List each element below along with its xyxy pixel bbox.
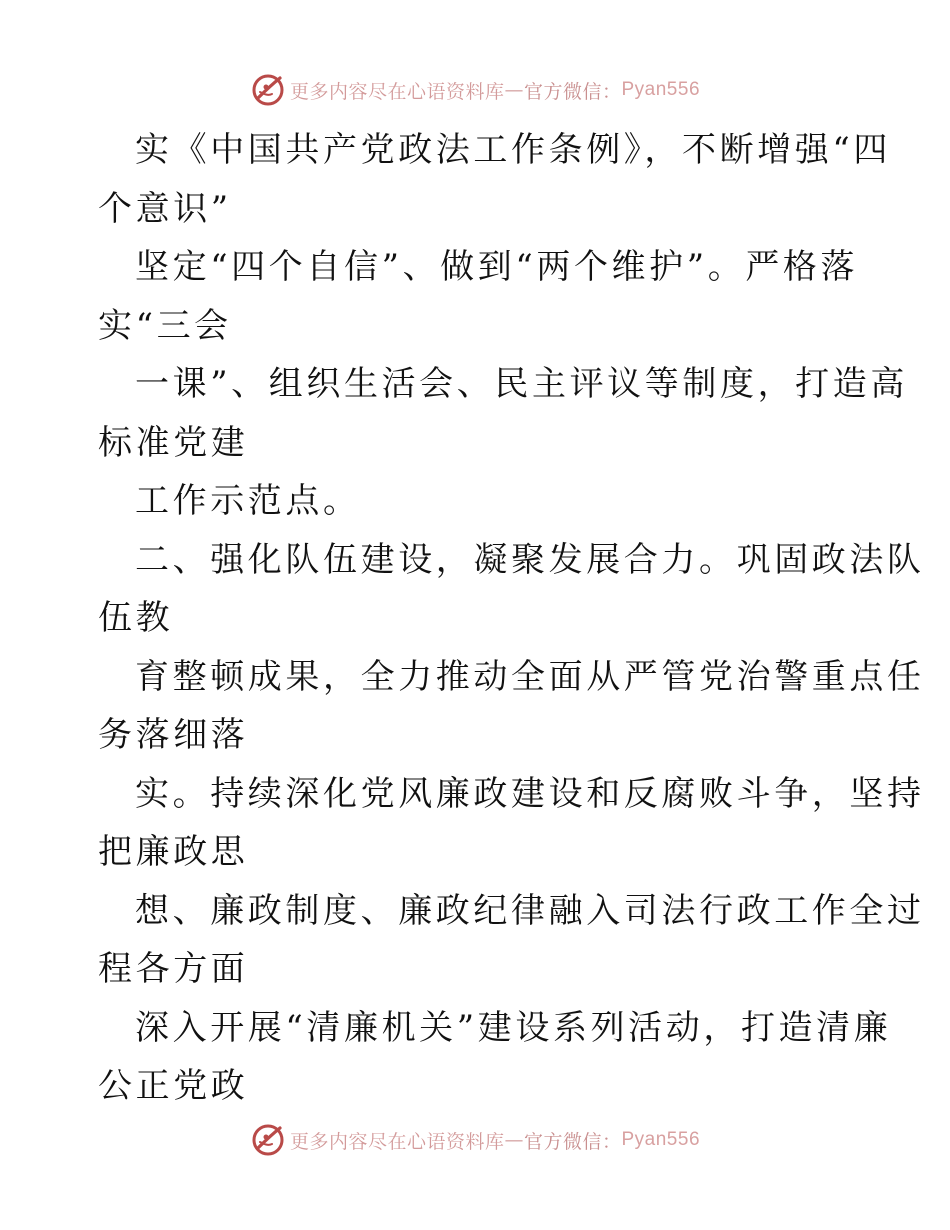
brush-pen-seal-icon	[250, 72, 286, 108]
text-line: 把廉政思	[98, 832, 249, 872]
watermark-separator: —	[504, 1129, 524, 1151]
text-line: 公正党政	[98, 1066, 249, 1106]
text-line: 务落细落	[98, 715, 249, 755]
text-line: 坚定“四个自信”、做到“两个维护”。严格落	[135, 247, 859, 287]
text-line: 程各方面	[98, 949, 249, 989]
document-body	[98, 121, 925, 1116]
text-line: 工作示范点。	[135, 481, 361, 521]
watermark-text: 更多内容尽在心语资料库	[289, 1130, 505, 1153]
watermark-separator: —	[504, 79, 524, 101]
watermark-text: 更多内容尽在心语资料库	[289, 80, 505, 103]
text-line: 标准党建	[98, 422, 249, 463]
text-line: 二、强化队伍建设，凝聚发展合力。巩固政法队	[135, 539, 925, 580]
watermark-wechat-id: Pyan556	[621, 1129, 701, 1150]
header-watermark	[0, 70, 950, 110]
watermark-label: 官方微信：	[523, 80, 622, 103]
text-line: 深入开展“清廉机关”建设系列活动，打造清廉	[135, 1007, 892, 1048]
text-line: 育整顿成果，全力推动全面从严管党治警重点任	[135, 656, 925, 697]
text-line: 实《中国共产党政法工作条例》，不断增强“四	[135, 130, 891, 170]
footer-watermark	[0, 1120, 950, 1160]
watermark-wechat-id: Pyan556	[621, 79, 701, 100]
brush-pen-seal-icon	[250, 1122, 286, 1158]
watermark-label: 官方微信：	[523, 1130, 622, 1153]
text-line: 实“三会	[98, 305, 232, 346]
text-line: 个意识”	[98, 188, 232, 229]
text-line: 伍教	[98, 598, 174, 638]
text-line: 想、廉政制度、廉政纪律融入司法行政工作全过	[135, 890, 925, 931]
text-line: 实。持续深化党风廉政建设和反腐败斗争，坚持	[135, 773, 925, 814]
text-line: 一课”、组织生活会、民主评议等制度，打造高	[135, 364, 908, 404]
